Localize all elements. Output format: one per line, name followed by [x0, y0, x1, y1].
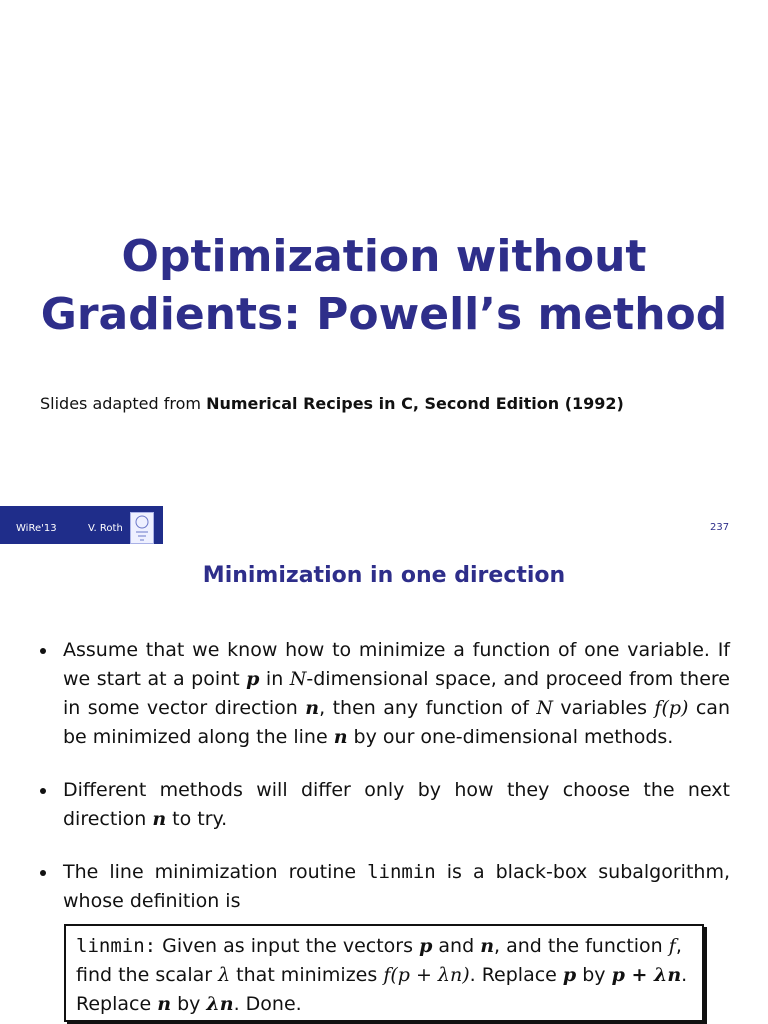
math-lambda: λ — [218, 964, 231, 986]
list-item — [40, 636, 730, 752]
math-expression: p + λn — [611, 964, 682, 986]
list-item — [40, 858, 730, 916]
bullet-text: Assume that we know how to minimize a function of one variable. If we start at a point — [63, 639, 730, 690]
source-book: Numerical Recipes in C, Second Edition (1992) — [206, 394, 624, 413]
university-seal-icon — [130, 512, 154, 544]
source-line — [40, 394, 624, 413]
footer-course: WiRe'13 — [16, 523, 57, 534]
list-item — [40, 776, 730, 834]
definition-text: that minimizes — [230, 964, 384, 986]
code-linmin: linmin — [367, 861, 436, 883]
definition-keyword: linmin: — [76, 935, 157, 957]
math-expression: λn — [206, 993, 234, 1015]
math-n-dimension: N — [289, 668, 307, 690]
math-p: p — [419, 935, 433, 957]
frame-title: Minimization in one direction — [202, 563, 566, 588]
math-n: n — [152, 808, 167, 830]
definition-box — [64, 924, 704, 1022]
definition-line-3 — [76, 990, 692, 1019]
bullet-text: in — [259, 668, 290, 690]
source-prefix: Slides adapted from — [40, 394, 201, 413]
bullet-text: can be minimized along the line — [63, 697, 730, 748]
math-p: p — [246, 668, 260, 690]
math-n: n — [480, 935, 495, 957]
definition-text: and — [432, 935, 481, 957]
bullet-list — [40, 636, 730, 940]
math-n: n — [157, 993, 172, 1015]
definition-text: . Done. — [233, 993, 302, 1015]
definition-text: , — [675, 935, 682, 957]
bullet-text: , then any function of — [319, 697, 537, 719]
definition-text: Given as input the vectors — [156, 935, 420, 957]
definition-line-2 — [76, 961, 692, 990]
definition-text: by — [576, 964, 612, 986]
definition-text: find the scalar — [76, 964, 219, 986]
definition-text: Replace — [76, 993, 158, 1015]
math-n-direction: n — [305, 697, 320, 719]
footer-author: V. Roth — [88, 523, 123, 534]
bullet-text: -dimensional space, and proceed from there in some vector direction — [63, 668, 731, 719]
slide-title-line2: Gradients: Powell’s method — [40, 289, 728, 340]
bullet-text: The line minimization routine — [63, 861, 368, 883]
slide-title-line1: Optimization without — [121, 231, 647, 282]
math-expression: f(p + λn) — [383, 964, 470, 986]
definition-text: . Replace — [469, 964, 563, 986]
definition-text: , and the function — [494, 935, 669, 957]
bullet-text: to try. — [166, 808, 228, 830]
bullet-text: by our one-dimensional methods. — [347, 726, 674, 748]
definition-text: by — [171, 993, 207, 1015]
math-n-variables: N — [536, 697, 553, 719]
bullet-text: is a black-box subalgorithm, whose definition is — [63, 861, 730, 912]
bullet-text: variables — [553, 697, 655, 719]
math-line-n: n — [333, 726, 348, 748]
page-number: 237 — [710, 522, 730, 533]
bullet-text: Different methods will differ only by how they choose the next direction — [63, 779, 730, 830]
math-function: f(p) — [654, 697, 689, 719]
slide-title — [0, 228, 768, 344]
math-f: f — [668, 935, 676, 957]
math-p: p — [562, 964, 577, 986]
definition-text: . — [681, 964, 688, 986]
definition-line-1 — [76, 932, 692, 961]
